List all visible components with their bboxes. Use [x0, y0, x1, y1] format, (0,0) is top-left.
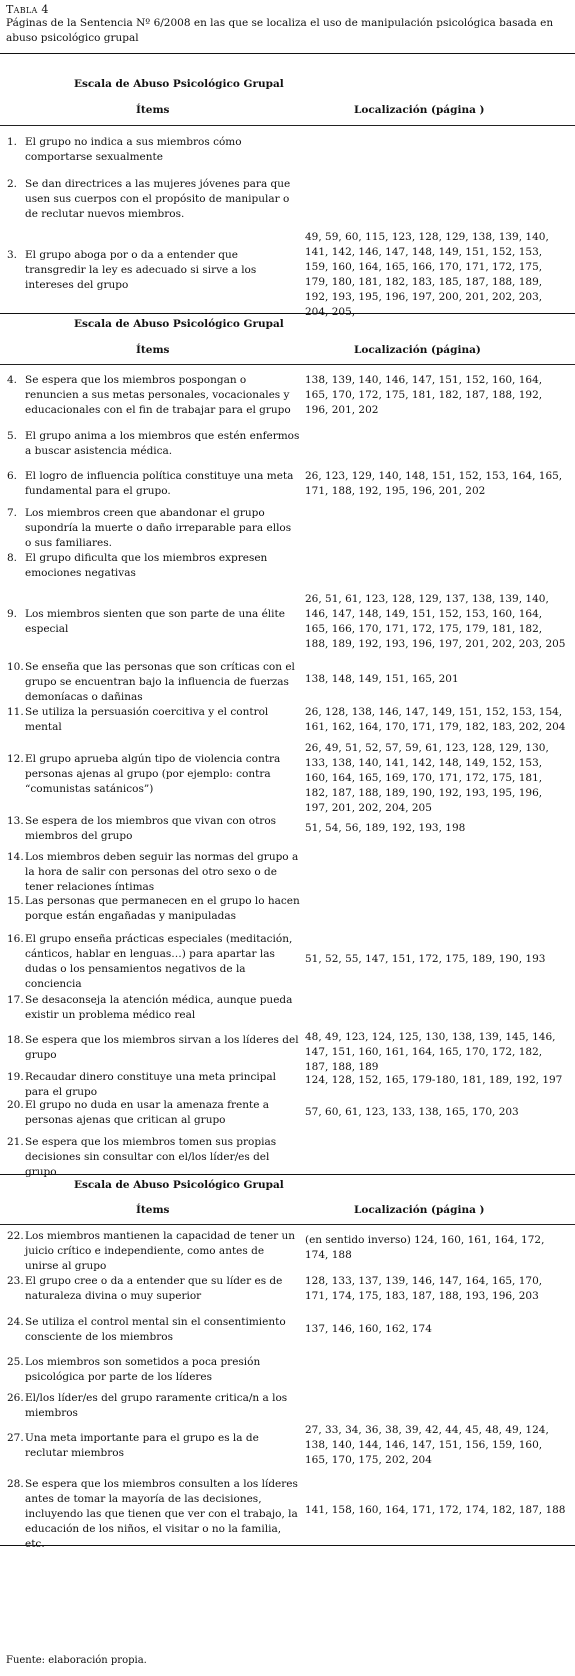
- item-number: 16.: [7, 933, 24, 945]
- location-pages: 26, 128, 138, 146, 147, 149, 151, 152, 153, 154, 161, 162, 164, 170, 171, 179, 182, 183, 202, 204: [305, 706, 566, 733]
- item-text: El logro de influencia política constituye una meta fundamental para el grupo.: [25, 470, 294, 497]
- item-number: 1.: [7, 136, 18, 148]
- item-number: 4.: [7, 374, 18, 386]
- item-text: El grupo no duda en usar la amenaza frente a personas ajenas que critican al grupo: [25, 1099, 270, 1126]
- item-number: 23.: [7, 1275, 24, 1287]
- item-text: Se espera que los miembros sirvan a los líderes del grupo: [25, 1034, 299, 1061]
- table-row: [0, 1269, 575, 1309]
- location-pages: 51, 52, 55, 147, 151, 172, 175, 189, 190, 193: [305, 953, 546, 965]
- table-row: [0, 1092, 575, 1133]
- location-pages: (en sentido inverso) 124, 160, 161, 164, 172, 174, 188: [305, 1234, 545, 1261]
- location-pages: 138, 148, 149, 151, 165, 201: [305, 673, 459, 685]
- item-text: Las personas que permanecen en el grupo lo hacen porque están engañadas y manipuladas: [25, 895, 300, 922]
- location-pages: 128, 133, 137, 139, 146, 147, 164, 165, 170, 171, 174, 175, 183, 187, 188, 193, 196, 203: [305, 1275, 543, 1302]
- item-text: Se dan directrices a las mujeres jóvenes para que usen sus cuerpos con el propósito de manipular o de reclutar nuevos miembros.: [25, 178, 291, 220]
- item-text: Una meta importante para el grupo es la de reclutar miembros: [25, 1432, 259, 1459]
- column-header-items: Ítems: [136, 344, 170, 356]
- table-label: Tabla 4: [6, 3, 49, 16]
- table-caption: Páginas de la Sentencia Nº 6/2008 en las que se localiza el uso de manipulación psicológica basada en abuso psicológico grupal: [6, 17, 554, 44]
- location-pages: 26, 51, 61, 123, 128, 129, 137, 138, 139, 140, 146, 147, 148, 149, 151, 152, 153, 160, 164, 165, 166, 170, 171, 172, 175, 179, 181, 182, 188, 189, 192, 193, 196, 197, 201, 202, 203, 205: [305, 593, 566, 650]
- item-text: El grupo no indica a sus miembros cómo comportarse sexualmente: [25, 136, 242, 163]
- item-text: Se utiliza el control mental sin el consentimiento consciente de los miembros: [25, 1316, 286, 1343]
- item-text: Se espera de los miembros que vivan con otros miembros del grupo: [25, 815, 277, 842]
- item-text: Los miembros mantienen la capacidad de tener un juicio crítico e independiente, como antes de unirse al grupo: [25, 1230, 296, 1272]
- item-text: El grupo aboga por o da a entender que transgredir la ley es adecuado si sirve a los intereses del grupo: [25, 249, 257, 291]
- section-top-rule: [0, 1174, 575, 1175]
- item-text: El grupo enseña prácticas especiales (meditación, cánticos, hablar en lenguas…) para apartar las dudas o los pensamientos negativos de la conciencia: [25, 933, 293, 990]
- item-text: Los miembros sienten que son parte de una élite especial: [25, 608, 285, 635]
- item-text: Se espera que los miembros tomen sus propias decisiones sin consultar con el/los líder/es del grupo: [25, 1136, 277, 1178]
- table-row: [0, 739, 575, 814]
- table-row: [0, 658, 575, 703]
- item-text: Se espera que los miembros consulten a los líderes antes de tomar la mayoría de las decisiones, incluyendo las que tienen que ver con el trabajo, la educación de los niños, el visitar o no la familia, etc.: [25, 1478, 298, 1550]
- location-pages: 138, 139, 140, 146, 147, 151, 152, 160, 164, 165, 170, 172, 175, 181, 182, 187, 188, 192, 196, 201, 202: [305, 374, 543, 416]
- table-row: [0, 228, 575, 318]
- item-text: Se desaconseja la atención médica, aunque pueda existir un problema médico real: [25, 994, 293, 1021]
- item-number: 21.: [7, 1136, 24, 1148]
- table-row: [0, 1028, 575, 1073]
- item-number: 12.: [7, 753, 24, 765]
- section-top-rule: [0, 53, 575, 54]
- location-pages: 49, 59, 60, 115, 123, 128, 129, 138, 139, 140, 141, 142, 146, 147, 148, 149, 151, 152, 153, 159, 160, 164, 165, 166, 170, 171, 172, 175, 179, 180, 181, 182, 183, 185, 187, 188, 189, 192, 193, 195, 196, 197, 200, 201, 202, 203, 204, 205,: [305, 231, 549, 318]
- table-row: [0, 1475, 575, 1550]
- item-number: 15.: [7, 895, 24, 907]
- item-number: 2.: [7, 178, 18, 190]
- location-pages: 27, 33, 34, 36, 38, 39, 42, 44, 45, 48, 49, 124, 138, 140, 144, 146, 147, 151, 156, 159, 160, 165, 170, 175, 202, 204: [305, 1424, 549, 1466]
- item-text: Se enseña que las personas que son críticas con el grupo se encuentran bajo la influencia de fuerzas demoníacas o dañinas: [25, 661, 295, 703]
- location-pages: 57, 60, 61, 123, 133, 138, 165, 170, 203: [305, 1106, 519, 1118]
- item-number: 27.: [7, 1432, 24, 1444]
- item-text: El grupo cree o da a entender que su líder es de naturaleza divina o muy superior: [25, 1275, 283, 1302]
- section-title: Escala de Abuso Psicológico Grupal: [74, 1179, 284, 1191]
- item-text: Recaudar dinero constituye una meta principal para el grupo: [25, 1071, 277, 1098]
- item-text: El grupo anima a los miembros que estén enfermos a buscar asistencia médica.: [25, 430, 300, 457]
- table-row: [0, 1068, 575, 1098]
- item-number: 9.: [7, 608, 18, 620]
- location-pages: 26, 49, 51, 52, 57, 59, 61, 123, 128, 129, 130, 133, 138, 140, 141, 142, 148, 149, 152, 153, 160, 164, 165, 169, 170, 171, 172, 175, 181, 182, 187, 188, 189, 190, 192, 193, 195, 196, 197, 201, 202, 204, 205: [305, 742, 549, 814]
- table-row: [0, 809, 575, 848]
- item-number: 3.: [7, 249, 18, 261]
- item-number: 18.: [7, 1034, 24, 1046]
- header-rule: [0, 1224, 575, 1225]
- table-row: [0, 170, 575, 228]
- item-text: El grupo aprueba algún tipo de violencia contra personas ajenas al grupo (por ejemplo: contra “comunistas satánicos”): [25, 753, 281, 795]
- table-row: [0, 1389, 575, 1419]
- item-number: 7.: [7, 507, 18, 519]
- table-row: [0, 424, 575, 463]
- item-number: 28.: [7, 1478, 24, 1490]
- location-pages: 48, 49, 123, 124, 125, 130, 138, 139, 145, 146, 147, 151, 160, 161, 164, 165, 170, 172, 182, 187, 188, 189: [305, 1031, 556, 1073]
- section-title: Escala de Abuso Psicológico Grupal: [74, 78, 284, 90]
- item-number: 11.: [7, 706, 24, 718]
- table-row: [0, 930, 575, 988]
- item-number: 5.: [7, 430, 18, 442]
- item-number: 14.: [7, 851, 24, 863]
- item-text: Se utiliza la persuasión coercitiva y el control mental: [25, 706, 269, 733]
- item-text: Los miembros son sometidos a poca presión psicológica por parte de los líderes: [25, 1356, 261, 1383]
- item-number: 10.: [7, 661, 24, 673]
- header-rule: [0, 364, 575, 365]
- location-pages: 141, 158, 160, 164, 171, 172, 174, 182, 187, 188: [305, 1504, 566, 1516]
- section-title: Escala de Abuso Psicológico Grupal: [74, 318, 284, 330]
- item-number: 8.: [7, 552, 18, 564]
- location-pages: 51, 54, 56, 189, 192, 193, 198: [305, 822, 466, 834]
- table-bottom-rule: [0, 1545, 575, 1546]
- item-number: 24.: [7, 1316, 24, 1328]
- table-row: [0, 463, 575, 504]
- table-row: [0, 130, 575, 170]
- table-row: [0, 1350, 575, 1389]
- item-number: 20.: [7, 1099, 24, 1111]
- table-source: Fuente: elaboración propia.: [6, 1655, 147, 1666]
- item-text: Los miembros creen que abandonar el grupo supondría la muerte o daño irreparable para ellos o sus familiares.: [25, 507, 292, 549]
- item-number: 26.: [7, 1392, 24, 1404]
- section-top-rule: [0, 313, 575, 314]
- table-row: [0, 1416, 575, 1475]
- location-pages: 124, 128, 152, 165, 179-180, 181, 189, 192, 197: [305, 1074, 563, 1086]
- item-number: 17.: [7, 994, 24, 1006]
- item-number: 6.: [7, 470, 18, 482]
- item-text: Los miembros deben seguir las normas del grupo a la hora de salir con personas del otro sexo o de tener relaciones íntimas: [25, 851, 299, 893]
- column-header-items: Ítems: [136, 1204, 170, 1216]
- table-row: [0, 586, 575, 658]
- item-number: 25.: [7, 1356, 24, 1368]
- table-row: [0, 545, 575, 586]
- table-row: [0, 1133, 575, 1178]
- column-header-location: Localización (página ): [354, 1204, 485, 1216]
- location-pages: 26, 123, 129, 140, 148, 151, 152, 153, 164, 165, 171, 188, 192, 195, 196, 201, 202: [305, 470, 563, 497]
- table-row: [0, 1309, 575, 1350]
- table-row: [0, 700, 575, 739]
- column-header-location: Localización (página): [354, 344, 481, 356]
- header-rule: [0, 125, 575, 126]
- item-number: 13.: [7, 815, 24, 827]
- table-row: [0, 848, 575, 893]
- location-pages: 137, 146, 160, 162, 174: [305, 1323, 432, 1335]
- table-row: [0, 367, 575, 424]
- item-number: 19.: [7, 1071, 24, 1083]
- item-text: Se espera que los miembros pospongan o renuncien a sus metas personales, vocacionales y educacionales con el fin de trabajar para el grupo: [25, 374, 291, 416]
- table-row: [0, 1227, 575, 1272]
- item-text: El grupo dificulta que los miembros expresen emociones negativas: [25, 552, 268, 579]
- table-row: [0, 888, 575, 930]
- table-row: [0, 988, 575, 1028]
- column-header-items: Ítems: [136, 104, 170, 116]
- table-row: [0, 504, 575, 549]
- column-header-location: Localización (página ): [354, 104, 485, 116]
- item-text: El/los líder/es del grupo raramente critica/n a los miembros: [25, 1392, 288, 1419]
- item-number: 22.: [7, 1230, 24, 1242]
